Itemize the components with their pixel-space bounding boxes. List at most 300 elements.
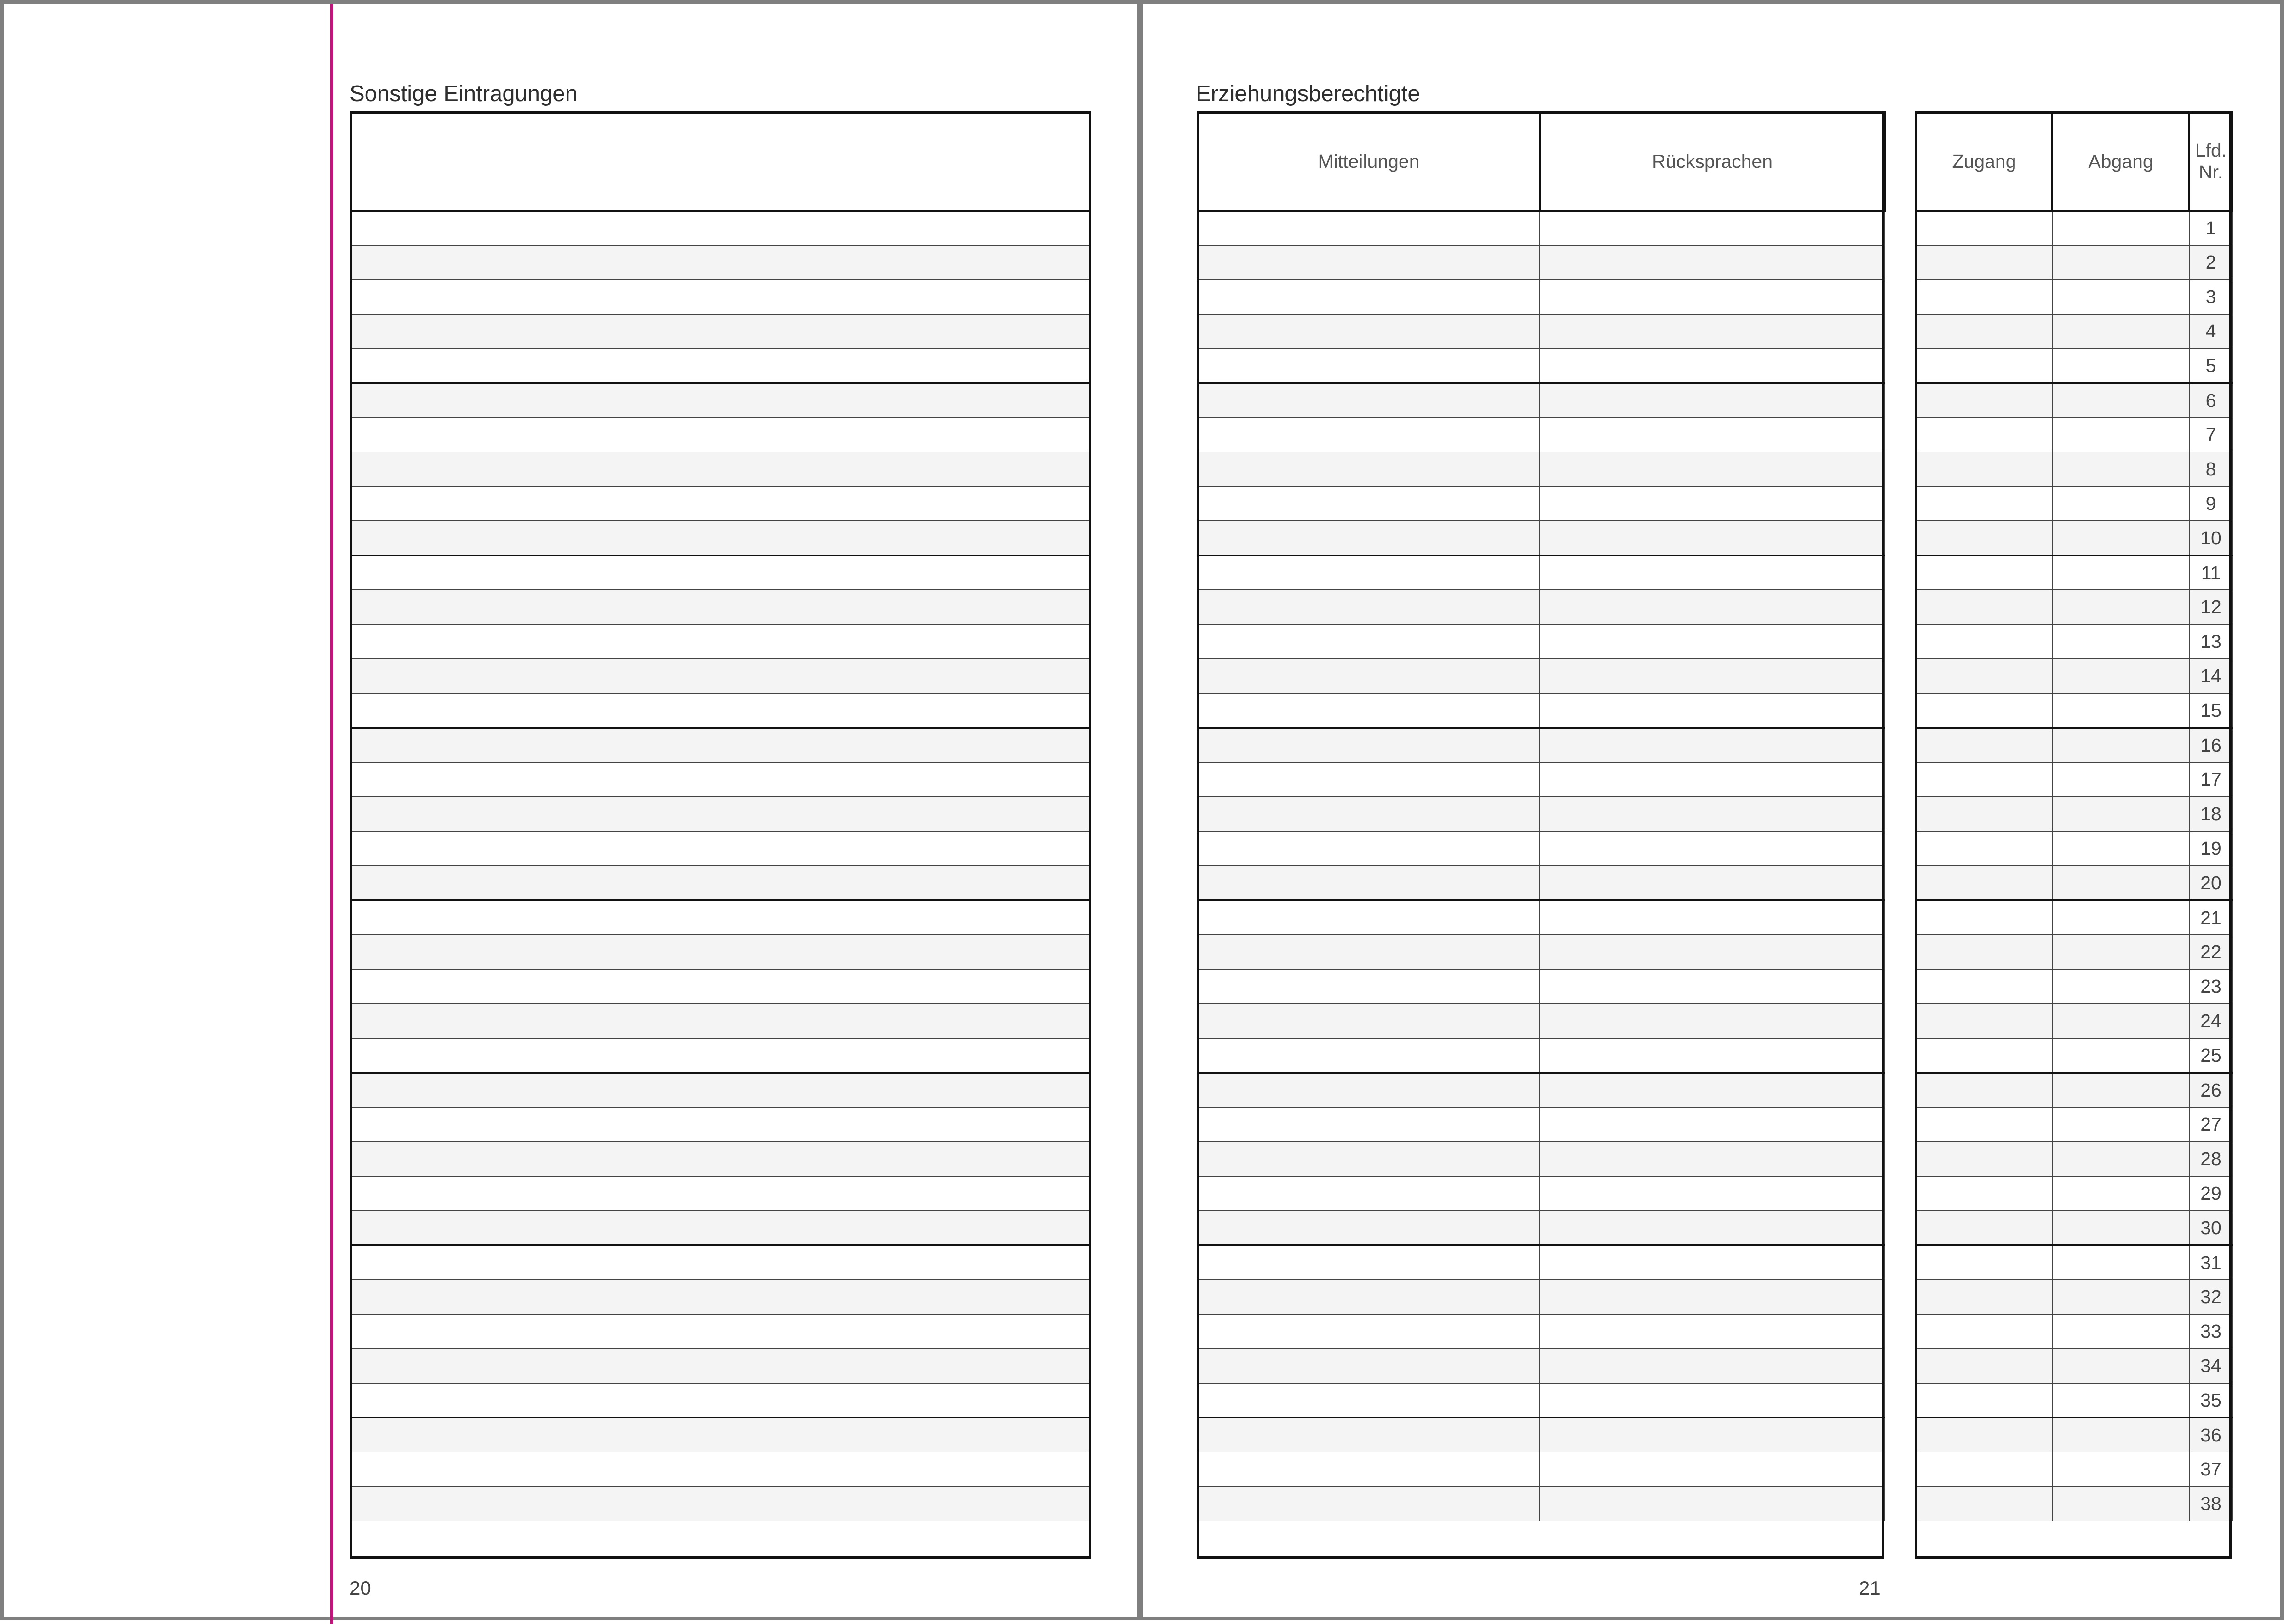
zugang-cell[interactable] [1916,245,2052,280]
entry-cell[interactable] [350,1004,1090,1038]
row-number: 13 [2189,624,2232,659]
header-abgang: Abgang [2052,112,2189,211]
abgang-cell[interactable] [2052,1073,2189,1107]
entries-row [350,1211,1090,1245]
mitteilungen-cell[interactable] [1198,1245,1540,1280]
ruecksprachen-cell[interactable] [1540,1107,1885,1142]
mitteilungen-cell[interactable] [1198,969,1540,1004]
zugang-cell[interactable] [1916,969,2052,1004]
mitteilungen-cell[interactable] [1198,521,1540,555]
row-number: 33 [2189,1314,2232,1349]
entry-cell[interactable] [350,521,1090,555]
ruecksprachen-cell[interactable] [1540,280,1885,314]
abgang-cell[interactable] [2052,1314,2189,1349]
mitteilungen-cell[interactable] [1198,624,1540,659]
communication-row [1198,1245,1885,1280]
communication-row [1198,866,1885,900]
mitteilungen-cell[interactable] [1198,452,1540,486]
entry-cell[interactable] [350,1038,1090,1073]
mitteilungen-cell[interactable] [1198,211,1540,245]
row-number: 11 [2189,555,2232,590]
row-number: 23 [2189,969,2232,1004]
attendance-row [1916,900,2232,935]
communication-row [1198,969,1885,1004]
entry-cell[interactable] [350,417,1090,452]
communication-row [1198,1004,1885,1038]
abgang-cell[interactable] [2052,1211,2189,1245]
row-number: 31 [2189,1245,2232,1280]
header-mitteilungen: Mitteilungen [1198,112,1540,211]
abgang-cell[interactable] [2052,935,2189,969]
entries-row [350,1452,1090,1487]
ruecksprachen-cell[interactable] [1540,866,1885,900]
attendance-table [1915,111,2233,1521]
mitteilungen-cell[interactable] [1198,1314,1540,1349]
entry-cell[interactable] [350,314,1090,349]
entry-cell[interactable] [350,728,1090,762]
row-number: 2 [2189,245,2232,280]
row-number: 29 [2189,1176,2232,1211]
mitteilungen-cell[interactable] [1198,555,1540,590]
mitteilungen-cell[interactable] [1198,866,1540,900]
mitteilungen-cell[interactable] [1198,314,1540,349]
ruecksprachen-cell[interactable] [1540,1418,1885,1452]
mitteilungen-cell[interactable] [1198,280,1540,314]
zugang-cell[interactable] [1916,1211,2052,1245]
header-ruecksprachen: Rücksprachen [1540,112,1885,211]
entry-cell[interactable] [350,555,1090,590]
mitteilungen-cell[interactable] [1198,1280,1540,1314]
communication-row [1198,1211,1885,1245]
ruecksprachen-cell[interactable] [1540,1004,1885,1038]
attendance-row [1916,1418,2232,1452]
attendance-row [1916,1107,2232,1142]
zugang-cell[interactable] [1916,1038,2052,1073]
communication-row [1198,245,1885,280]
attendance-row [1916,383,2232,417]
zugang-cell[interactable] [1916,1004,2052,1038]
zugang-cell[interactable] [1916,1107,2052,1142]
entry-cell[interactable] [350,693,1090,728]
row-number: 17 [2189,762,2232,797]
abgang-cell[interactable] [2052,728,2189,762]
abgang-cell[interactable] [2052,1349,2189,1383]
zugang-cell[interactable] [1916,797,2052,831]
entry-cell[interactable] [350,590,1090,624]
communication-row [1198,1073,1885,1107]
zugang-cell[interactable] [1916,1349,2052,1383]
entry-cell[interactable] [350,1314,1090,1349]
attendance-row [1916,521,2232,555]
communication-row [1198,728,1885,762]
entries-row [350,1383,1090,1418]
attendance-row [1916,1038,2232,1073]
entries-row [350,797,1090,831]
ruecksprachen-cell[interactable] [1540,1073,1885,1107]
mitteilungen-cell[interactable] [1198,1038,1540,1073]
attendance-row [1916,452,2232,486]
attendance-row [1916,245,2232,280]
mitteilungen-cell[interactable] [1198,797,1540,831]
row-number: 32 [2189,1280,2232,1314]
mitteilungen-cell[interactable] [1198,1211,1540,1245]
abgang-cell[interactable] [2052,762,2189,797]
mitteilungen-cell[interactable] [1198,1349,1540,1383]
entry-cell[interactable] [350,659,1090,693]
communication-row [1198,797,1885,831]
mitteilungen-cell[interactable] [1198,935,1540,969]
ruecksprachen-cell[interactable] [1540,659,1885,693]
zugang-cell[interactable] [1916,1418,2052,1452]
abgang-cell[interactable] [2052,383,2189,417]
abgang-cell[interactable] [2052,452,2189,486]
entries-header-cell [350,112,1090,211]
attendance-row [1916,1073,2232,1107]
communication-row [1198,349,1885,383]
communication-row [1198,590,1885,624]
left-page-number: 20 [350,1577,371,1599]
communication-table [1197,111,1886,1521]
attendance-row [1916,935,2232,969]
communication-row [1198,521,1885,555]
communication-row [1198,659,1885,693]
entry-cell[interactable] [350,245,1090,280]
entries-row [350,486,1090,521]
attendance-row [1916,280,2232,314]
abgang-cell[interactable] [2052,280,2189,314]
ruecksprachen-cell[interactable] [1540,624,1885,659]
header-lfd-nr-line1: Lfd. [2195,140,2227,161]
entries-row [350,280,1090,314]
communication-row [1198,314,1885,349]
entry-cell[interactable] [350,1073,1090,1107]
zugang-cell[interactable] [1916,693,2052,728]
zugang-cell[interactable] [1916,211,2052,245]
ruecksprachen-cell[interactable] [1540,831,1885,866]
abgang-cell[interactable] [2052,1383,2189,1418]
communication-row [1198,1107,1885,1142]
abgang-cell[interactable] [2052,831,2189,866]
communication-row [1198,1487,1885,1521]
entry-cell[interactable] [350,1349,1090,1383]
ruecksprachen-cell[interactable] [1540,555,1885,590]
entry-cell[interactable] [350,383,1090,417]
abgang-cell[interactable] [2052,866,2189,900]
attendance-row [1916,728,2232,762]
entry-cell[interactable] [350,1280,1090,1314]
ruecksprachen-cell[interactable] [1540,1487,1885,1521]
mitteilungen-cell[interactable] [1198,417,1540,452]
header-lfd-nr [2189,112,2232,211]
abgang-cell[interactable] [2052,211,2189,245]
row-number: 10 [2189,521,2232,555]
communication-row [1198,693,1885,728]
entry-cell[interactable] [350,1245,1090,1280]
zugang-cell[interactable] [1916,624,2052,659]
header-lfd-nr-line2: Nr. [2198,161,2223,183]
abgang-cell[interactable] [2052,1487,2189,1521]
zugang-cell[interactable] [1916,590,2052,624]
entries-row [350,555,1090,590]
ruecksprachen-cell[interactable] [1540,245,1885,280]
zugang-cell[interactable] [1916,1245,2052,1280]
ruecksprachen-cell[interactable] [1540,728,1885,762]
ruecksprachen-cell[interactable] [1540,521,1885,555]
row-number: 7 [2189,417,2232,452]
entry-cell[interactable] [350,762,1090,797]
attendance-row [1916,797,2232,831]
entry-cell[interactable] [350,1176,1090,1211]
mitteilungen-cell[interactable] [1198,1004,1540,1038]
communication-row [1198,1142,1885,1176]
mitteilungen-cell[interactable] [1198,1487,1540,1521]
mitteilungen-cell[interactable] [1198,762,1540,797]
entry-cell[interactable] [350,211,1090,245]
entries-row [350,1176,1090,1211]
entry-cell[interactable] [350,935,1090,969]
zugang-cell[interactable] [1916,521,2052,555]
attendance-row [1916,624,2232,659]
attendance-row [1916,762,2232,797]
zugang-cell[interactable] [1916,728,2052,762]
abgang-cell[interactable] [2052,969,2189,1004]
ruecksprachen-cell[interactable] [1540,349,1885,383]
communication-row [1198,935,1885,969]
attendance-row [1916,693,2232,728]
zugang-cell[interactable] [1916,555,2052,590]
zugang-cell[interactable] [1916,280,2052,314]
entry-cell[interactable] [350,1487,1090,1521]
zugang-cell[interactable] [1916,1314,2052,1349]
ruecksprachen-cell[interactable] [1540,1038,1885,1073]
entry-cell[interactable] [350,900,1090,935]
abgang-cell[interactable] [2052,1142,2189,1176]
ruecksprachen-cell[interactable] [1540,314,1885,349]
zugang-cell[interactable] [1916,659,2052,693]
entries-row [350,245,1090,280]
entries-row [350,693,1090,728]
entry-cell[interactable] [350,1142,1090,1176]
entry-cell[interactable] [350,831,1090,866]
zugang-cell[interactable] [1916,417,2052,452]
row-number: 26 [2189,1073,2232,1107]
abgang-cell[interactable] [2052,245,2189,280]
row-number: 35 [2189,1383,2232,1418]
mitteilungen-cell[interactable] [1198,1073,1540,1107]
abgang-cell[interactable] [2052,1038,2189,1073]
abgang-cell[interactable] [2052,1280,2189,1314]
communication-row [1198,900,1885,935]
abgang-cell[interactable] [2052,417,2189,452]
mitteilungen-cell[interactable] [1198,693,1540,728]
entries-row [350,314,1090,349]
abgang-cell[interactable] [2052,555,2189,590]
mitteilungen-cell[interactable] [1198,245,1540,280]
ruecksprachen-cell[interactable] [1540,900,1885,935]
ruecksprachen-cell[interactable] [1540,935,1885,969]
entries-row [350,1038,1090,1073]
entry-cell[interactable] [350,1211,1090,1245]
entries-row [350,383,1090,417]
ruecksprachen-cell[interactable] [1540,1142,1885,1176]
mitteilungen-cell[interactable] [1198,659,1540,693]
ruecksprachen-cell[interactable] [1540,1314,1885,1349]
zugang-cell[interactable] [1916,452,2052,486]
zugang-cell[interactable] [1916,866,2052,900]
row-number: 24 [2189,1004,2232,1038]
mitteilungen-cell[interactable] [1198,1142,1540,1176]
zugang-cell[interactable] [1916,1142,2052,1176]
row-number: 20 [2189,866,2232,900]
zugang-cell[interactable] [1916,1280,2052,1314]
ruecksprachen-cell[interactable] [1540,590,1885,624]
ruecksprachen-cell[interactable] [1540,452,1885,486]
abgang-cell[interactable] [2052,624,2189,659]
entries-row [350,521,1090,555]
entries-row [350,659,1090,693]
communication-row [1198,1314,1885,1349]
mitteilungen-cell[interactable] [1198,728,1540,762]
entry-cell[interactable] [350,1107,1090,1142]
mitteilungen-cell[interactable] [1198,383,1540,417]
zugang-cell[interactable] [1916,486,2052,521]
row-number: 1 [2189,211,2232,245]
zugang-cell[interactable] [1916,349,2052,383]
mitteilungen-cell[interactable] [1198,590,1540,624]
header-zugang: Zugang [1916,112,2052,211]
mitteilungen-cell[interactable] [1198,900,1540,935]
left-page-title: Sonstige Eintragungen [350,81,578,106]
entries-table [350,111,1091,1521]
ruecksprachen-cell[interactable] [1540,762,1885,797]
zugang-cell[interactable] [1916,1452,2052,1487]
entry-cell[interactable] [350,866,1090,900]
attendance-row [1916,417,2232,452]
abgang-cell[interactable] [2052,1107,2189,1142]
row-number: 28 [2189,1142,2232,1176]
abgang-cell[interactable] [2052,349,2189,383]
mitteilungen-cell[interactable] [1198,1176,1540,1211]
entries-row [350,1487,1090,1521]
zugang-cell[interactable] [1916,831,2052,866]
entries-row [350,831,1090,866]
row-number: 22 [2189,935,2232,969]
abgang-cell[interactable] [2052,1004,2189,1038]
ruecksprachen-cell[interactable] [1540,486,1885,521]
left-page [0,0,1141,1620]
mitteilungen-cell[interactable] [1198,831,1540,866]
ruecksprachen-cell[interactable] [1540,1383,1885,1418]
abgang-cell[interactable] [2052,1245,2189,1280]
abgang-cell[interactable] [2052,590,2189,624]
ruecksprachen-cell[interactable] [1540,1349,1885,1383]
communication-row [1198,1038,1885,1073]
communication-row [1198,486,1885,521]
zugang-cell[interactable] [1916,1073,2052,1107]
row-number: 38 [2189,1487,2232,1521]
entry-cell[interactable] [350,624,1090,659]
row-number: 16 [2189,728,2232,762]
ruecksprachen-cell[interactable] [1540,1176,1885,1211]
abgang-cell[interactable] [2052,521,2189,555]
entries-row [350,728,1090,762]
entry-cell[interactable] [350,1452,1090,1487]
entries-row [350,762,1090,797]
ruecksprachen-cell[interactable] [1540,1280,1885,1314]
mitteilungen-cell[interactable] [1198,1452,1540,1487]
entry-cell[interactable] [350,452,1090,486]
communication-row [1198,452,1885,486]
ruecksprachen-cell[interactable] [1540,383,1885,417]
entry-cell[interactable] [350,280,1090,314]
row-number: 21 [2189,900,2232,935]
zugang-cell[interactable] [1916,1176,2052,1211]
entry-cell[interactable] [350,1418,1090,1452]
mitteilungen-cell[interactable] [1198,1107,1540,1142]
abgang-cell[interactable] [2052,1418,2189,1452]
row-number: 36 [2189,1418,2232,1452]
mitteilungen-cell[interactable] [1198,1418,1540,1452]
zugang-cell[interactable] [1916,1383,2052,1418]
entry-cell[interactable] [350,797,1090,831]
abgang-cell[interactable] [2052,314,2189,349]
entry-cell[interactable] [350,1383,1090,1418]
zugang-cell[interactable] [1916,1487,2052,1521]
zugang-cell[interactable] [1916,935,2052,969]
abgang-cell[interactable] [2052,1452,2189,1487]
entry-cell[interactable] [350,349,1090,383]
row-number: 9 [2189,486,2232,521]
mitteilungen-cell[interactable] [1198,1383,1540,1418]
communication-row [1198,1452,1885,1487]
ruecksprachen-cell[interactable] [1540,969,1885,1004]
ruecksprachen-cell[interactable] [1540,797,1885,831]
entry-cell[interactable] [350,486,1090,521]
right-page-title: Erziehungsberechtigte [1196,81,1420,106]
ruecksprachen-cell[interactable] [1540,211,1885,245]
entries-row [350,624,1090,659]
abgang-cell[interactable] [2052,693,2189,728]
zugang-cell[interactable] [1916,762,2052,797]
ruecksprachen-cell[interactable] [1540,693,1885,728]
abgang-cell[interactable] [2052,797,2189,831]
abgang-cell[interactable] [2052,659,2189,693]
entries-row [350,900,1090,935]
margin-line [330,4,333,1624]
row-number: 18 [2189,797,2232,831]
ruecksprachen-cell[interactable] [1540,1245,1885,1280]
zugang-cell[interactable] [1916,900,2052,935]
abgang-cell[interactable] [2052,900,2189,935]
zugang-cell[interactable] [1916,383,2052,417]
zugang-cell[interactable] [1916,314,2052,349]
abgang-cell[interactable] [2052,486,2189,521]
attendance-row [1916,590,2232,624]
attendance-row [1916,659,2232,693]
communication-row [1198,624,1885,659]
entries-row [350,417,1090,452]
communication-row [1198,280,1885,314]
entries-row [350,590,1090,624]
ruecksprachen-cell[interactable] [1540,1452,1885,1487]
entry-cell[interactable] [350,969,1090,1004]
row-number: 19 [2189,831,2232,866]
mitteilungen-cell[interactable] [1198,486,1540,521]
abgang-cell[interactable] [2052,1176,2189,1211]
ruecksprachen-cell[interactable] [1540,417,1885,452]
ruecksprachen-cell[interactable] [1540,1211,1885,1245]
mitteilungen-cell[interactable] [1198,349,1540,383]
